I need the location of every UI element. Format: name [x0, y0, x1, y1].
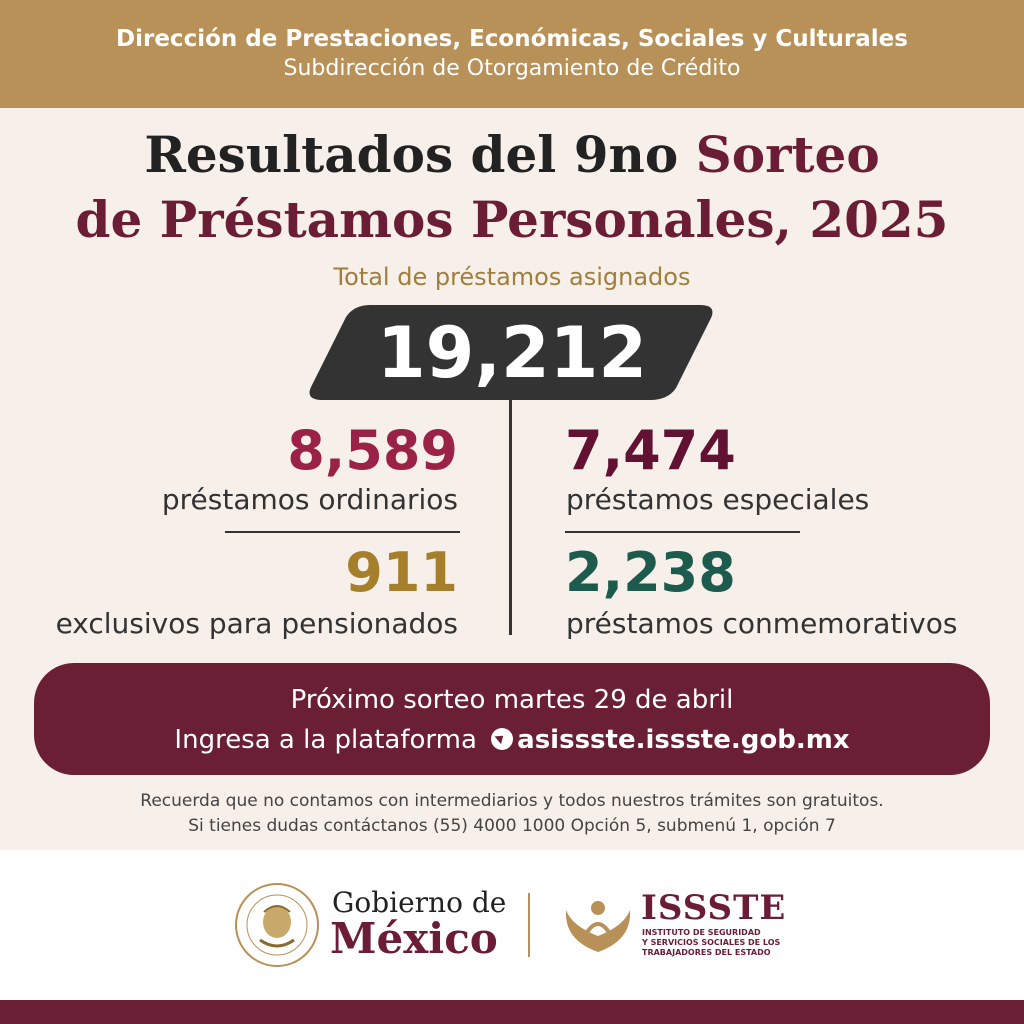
gobierno-line1: Gobierno de — [332, 886, 507, 919]
total-value: 19,212 — [376, 312, 648, 394]
stat-ordinarios-value: 8,589 — [287, 419, 458, 482]
next-draw-date: Próximo sorteo martes 29 de abril — [290, 685, 734, 715]
stat-pensionados-value: 911 — [345, 541, 458, 604]
issste-sub3: TRABAJADORES DEL ESTADO — [642, 948, 771, 957]
issste-name: ISSSTE — [641, 888, 787, 928]
vertical-divider — [509, 398, 512, 635]
note-no-intermediaries: Recuerda que no contamos con intermediarios y todos nuestros trámites son gratuitos. — [140, 791, 884, 811]
platform-line — [34, 725, 990, 755]
stat-especiales-label: préstamos especiales — [566, 483, 870, 516]
footer — [0, 850, 1024, 1000]
cursor-icon — [491, 728, 513, 750]
issste-hands-icon — [562, 890, 634, 956]
national-seal-icon — [234, 882, 320, 968]
issste-sub2: Y SERVICIOS SOCIALES DE LOS — [642, 938, 781, 947]
issste-sub1: INSTITUTO DE SEGURIDAD — [642, 928, 761, 937]
stat-conmemorativos-value: 2,238 — [565, 541, 736, 604]
note-contact: Si tienes dudas contáctanos (55) 4000 1000 Opción 5, submenú 1, opción 7 — [188, 816, 836, 836]
stat-especiales-value: 7,474 — [565, 419, 736, 482]
stat-ordinarios-label: préstamos ordinarios — [161, 483, 458, 516]
footer-divider — [528, 893, 530, 957]
right-divider — [565, 531, 800, 533]
left-divider — [225, 531, 460, 533]
next-draw-banner — [34, 663, 990, 775]
stat-conmemorativos-label: préstamos conmemorativos — [566, 607, 958, 640]
platform-link[interactable]: asissste.issste.gob.mx — [517, 725, 850, 755]
total-subtitle: Total de préstamos asignados — [333, 263, 691, 291]
title-accent: Sorteo — [695, 125, 880, 184]
stat-pensionados-label: exclusivos para pensionados — [55, 607, 458, 640]
title-part1: Resultados del 9no — [144, 125, 696, 184]
gobierno-line2: México — [330, 914, 498, 963]
page-title-line2: de Préstamos Personales, 2025 — [75, 190, 949, 249]
header-line1: Dirección de Prestaciones, Económicas, Sociales y Culturales — [116, 26, 908, 52]
bottom-bar — [0, 1000, 1024, 1024]
header-line2: Subdirección de Otorgamiento de Crédito — [283, 56, 741, 81]
platform-prefix: Ingresa a la plataforma — [174, 725, 477, 755]
